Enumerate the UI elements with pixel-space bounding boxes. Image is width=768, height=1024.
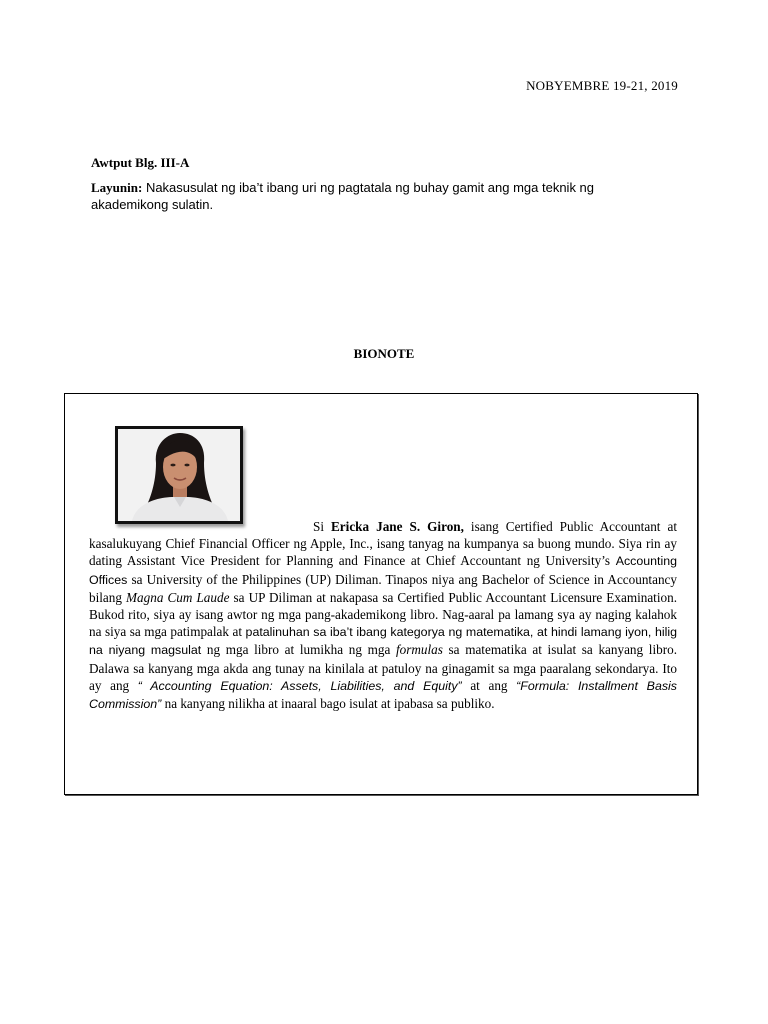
bionote-box — [64, 393, 698, 795]
bionote-paragraph — [89, 518, 677, 713]
bio-text-3-sans: patalinuhan sa iba’t ibang kategorya ng matematika, at hindi lamang iyon, hilig na niyang magsulat — [89, 625, 677, 658]
bio-text-3: sa UP Diliman at nakapasa sa Certified Public Accountant Licensure Examination. Bukod rito, siya ay isang awtor ng mga pang-akademikong libro. Nag-aaral pa lamang sya ay naging kalahok na siya sa mga patimpalak at — [89, 589, 677, 640]
profile-photo — [115, 426, 243, 524]
bio-text-2: sa University of the Philippines (UP) Diliman. Tinapos niya ang Bachelor of Science in Accountancy bilang — [89, 571, 677, 605]
academic-honor: Magna Cum Laude — [126, 589, 230, 605]
bio-text-si: Si — [313, 519, 332, 534]
bio-text-1: isang Certified Public Accountant at kasalukuyang Chief Financial Officer ng Apple, Inc., isang tanyag na kumpanya sa buong mundo. Siya rin ay dating Assistant Vice President for Planning and Finance at Chief Accountant ng University’s — [89, 519, 677, 569]
book-title-2: “Formula: Installment Basis Commission” — [89, 678, 677, 712]
bionote-first-line — [89, 518, 677, 713]
output-number: Awtput Blg. III-A — [91, 155, 190, 170]
objective-paragraph — [91, 179, 651, 213]
bio-text-5: sa matematika at isulat sa kanyang libro. Dalawa sa kanyang mga akda ang tunay na kinilala at patuloy na ginagamit sa mga paaralang sekondarya. Ito ay ang — [89, 642, 677, 693]
profile-photo-image — [118, 429, 240, 521]
bio-text-7: na kanyang nilikha at inaaral bago isulat at ipabasa sa publiko. — [161, 696, 495, 712]
bio-text-1-sans: Accounting Offices — [89, 554, 677, 587]
objective-label: Layunin: — [91, 180, 143, 195]
bio-text-4: ng mga libro at lumikha ng mga — [201, 642, 396, 658]
formulas-word: formulas — [395, 642, 443, 658]
objective-text: Nakasusulat ng iba’t ibang uri ng pagtatala ng buhay gamit ang mga teknik ng akademikong sulatin. — [91, 180, 595, 212]
subject-name: Ericka Jane S. Giron, — [331, 519, 464, 534]
document-date: NOBYEMBRE 19-21, 2019 — [526, 78, 678, 93]
section-title: BIONOTE — [353, 346, 415, 361]
bio-text-6: at ang — [461, 677, 517, 693]
book-title-1: “ Accounting Equation: Assets, Liabilities, and Equity” — [137, 678, 462, 693]
